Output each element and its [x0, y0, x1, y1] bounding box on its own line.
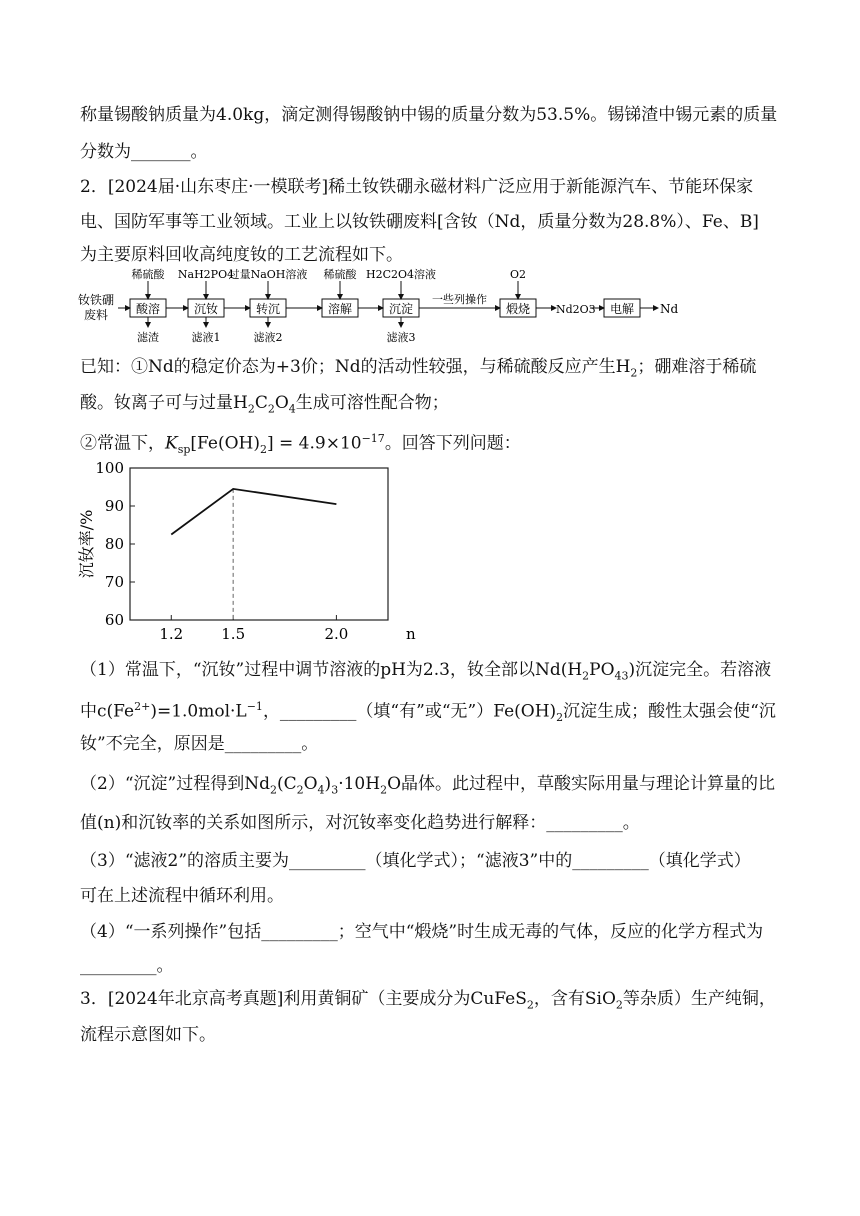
text-line: （3）“滤液2”的溶质主要为_________（填化学式）；“滤液3”中的_________（填化学式）	[80, 851, 751, 871]
x-tick-label: 2.0	[324, 625, 349, 643]
subscript: 2	[582, 669, 590, 683]
text-line: _________。	[80, 956, 174, 976]
text: (C	[276, 774, 297, 794]
text: ②常温下，	[80, 433, 165, 454]
y-tick-label: 100	[95, 459, 124, 477]
subscript: 2	[615, 998, 623, 1012]
text: )	[324, 774, 332, 794]
y-tick-label: 70	[104, 573, 124, 591]
text: ·10H	[338, 774, 381, 794]
text: O	[303, 774, 318, 794]
text: ] = 4.9×10	[266, 433, 362, 454]
flow-nd-label: Nd	[660, 302, 679, 316]
process-flow-diagram	[78, 268, 698, 346]
text: （2）“沉淀”过程得到Nd	[80, 774, 270, 794]
flow-box-label: 溶解	[327, 302, 353, 316]
superscript: −1	[246, 700, 263, 713]
x-tick-label: 1.2	[159, 625, 184, 643]
text-line: 电、国防军事等工业领域。工业上以钕铁硼废料[含钕（Nd，质量分数为28.8%）、Fe、B]	[80, 212, 759, 232]
text: 生成可溶性配合物；	[295, 393, 449, 413]
flow-product-label: 滤渣	[137, 331, 159, 344]
y-tick-label: 60	[104, 611, 124, 629]
subscript: 2	[380, 783, 388, 797]
y-tick-label: 80	[104, 535, 124, 553]
y-tick-label: 90	[104, 497, 124, 515]
flow-nd2o3-label: Nd2O3	[556, 303, 596, 316]
flow-reagent-label: 稀硫酸	[323, 268, 357, 281]
text: C	[254, 393, 268, 413]
precipitation-rate-chart	[77, 459, 416, 645]
flow-series-label: 一些列操作	[432, 293, 487, 306]
problem-3-heading: 3．[2024年北京高考真题]利用黄铜矿（主要成分为CuFeS	[80, 989, 527, 1009]
ksp-symbol: K	[165, 433, 178, 454]
flow-box-label: 沉淀	[388, 302, 414, 316]
subscript: 4	[614, 669, 622, 683]
flow-box-label: 转沉	[255, 302, 281, 316]
text: PO	[589, 660, 615, 680]
text: ；硼难溶于稀硫	[637, 357, 757, 377]
text: 已知：①Nd的稳定价态为+3价；Nd的活动性较强，与稀硫酸反应产生H	[80, 357, 631, 377]
text-line: 流程示意图如下。	[80, 1025, 216, 1045]
series-line	[171, 489, 336, 535]
text-line: 称量锡酸钠质量为4.0kg，滴定测得锡酸钠中锡的质量分数为53.5%。锡锑渣中锡元素的质量	[80, 105, 778, 125]
flow-box-label: 煅烧	[505, 302, 531, 316]
y-axis-label: 沉钕率/%	[77, 509, 96, 579]
text: )沉淀完全。若溶液	[628, 660, 772, 680]
flow-reagent-label: NaH2PO4	[177, 268, 235, 281]
text-line: 分数为_______。	[80, 142, 208, 162]
text: ，_________（填“有”或“无”）Fe(OH)	[262, 701, 557, 722]
text: O晶体。此过程中，草酸实际用量与理论计算量的比	[387, 774, 775, 794]
text-line: 为主要原料回收高纯度钕的工艺流程如下。	[80, 245, 403, 265]
text: 。回答下列问题：	[384, 433, 521, 454]
chart-frame	[130, 468, 388, 620]
subscript: 2	[556, 711, 564, 725]
flow-start-label: 废料	[84, 308, 109, 322]
superscript: 2+	[134, 700, 151, 713]
flow-product-label: 滤液2	[253, 331, 283, 344]
text-line: （4）“一系列操作”包括_________；空气中“煅烧”时生成无毒的气体，反应的化学方程式为	[80, 922, 764, 942]
subscript: 4	[288, 402, 296, 416]
subscript: 4	[317, 783, 325, 797]
text: ，含有SiO	[533, 989, 616, 1009]
text-line: 钕”不完全，原因是_________。	[80, 734, 319, 754]
subscript: 2	[259, 443, 267, 457]
text: 中c(Fe	[80, 701, 135, 722]
flow-box-label: 沉钕	[193, 302, 219, 316]
subscript: sp	[177, 443, 191, 457]
text: O	[274, 393, 289, 413]
subscript: 2	[269, 783, 277, 797]
subscript: 2	[296, 783, 304, 797]
x-tick-label: 1.5	[221, 625, 246, 643]
flow-start-label: 钕铁硼	[78, 293, 115, 307]
flow-product-label: 滤液3	[386, 331, 416, 344]
subscript: 2	[630, 366, 638, 380]
flow-reagent-label: H2C2O4溶液	[365, 268, 437, 281]
text: 酸。钕离子可与过量H	[80, 393, 248, 413]
flow-box-label: 酸溶	[135, 302, 161, 316]
x-axis-label: n	[406, 625, 416, 643]
superscript: −17	[361, 432, 385, 445]
text-line: 值(n)和沉钕率的关系如图所示，对沉钕率变化趋势进行解释：_________。	[80, 813, 640, 833]
flow-box-label: 电解	[609, 302, 635, 316]
subscript: 2	[526, 998, 534, 1012]
text: 等杂质）生产纯铜，	[622, 989, 776, 1009]
subscript: 2	[267, 402, 275, 416]
text: )=1.0mol·L	[150, 701, 247, 722]
text: [Fe(OH)	[190, 433, 260, 454]
problem-2-heading: 2．[2024届·山东枣庄·一模联考]稀土钕铁硼永磁材料广泛应用于新能源汽车、节能环保家	[80, 177, 754, 197]
subscript: 3	[331, 783, 339, 797]
text: 沉淀生成；酸性太强会使“沉	[563, 701, 776, 722]
text: （1）常温下，“沉钕”过程中调节溶液的pH为2.3，钕全部以Nd(H	[80, 660, 583, 680]
flow-reagent-label: O2	[509, 268, 527, 281]
subscript: 3	[621, 669, 629, 683]
flow-reagent-label: 过量NaOH溶液	[228, 268, 308, 281]
flow-product-label: 滤液1	[191, 331, 221, 344]
text-line: 可在上述流程中循环利用。	[80, 886, 284, 906]
flow-reagent-label: 稀硫酸	[131, 268, 165, 281]
subscript: 2	[247, 402, 255, 416]
